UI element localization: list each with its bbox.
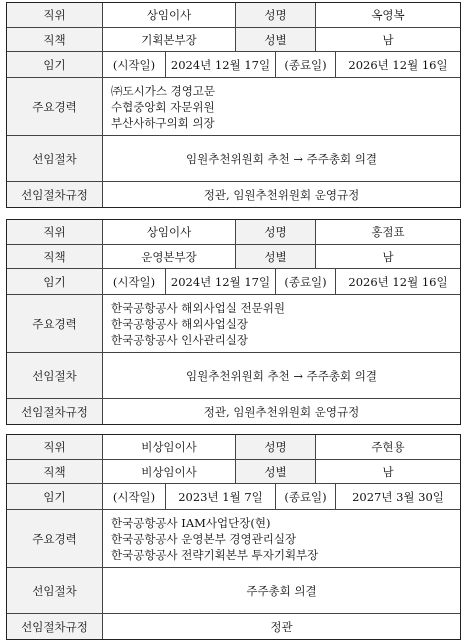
start-label: (시작일) (102, 52, 165, 77)
position-label: 직위 (7, 220, 102, 244)
officer-table-2 (6, 219, 461, 425)
career-list (102, 78, 460, 135)
end-date: 2026년 12월 16일 (335, 269, 460, 294)
career-item: 한국공항공사 전략기획본부 투자기획부장 (111, 547, 319, 562)
officer-table-3 (6, 434, 461, 640)
start-date: 2023년 1월 7일 (165, 484, 275, 509)
rule-value: 정관 (102, 614, 460, 639)
career-list (102, 295, 460, 352)
career-label: 주요경력 (7, 295, 102, 352)
duty-row (7, 244, 460, 268)
rule-value: 정관, 임원추천위원회 운영규정 (102, 182, 460, 207)
name-label: 성명 (235, 435, 315, 459)
end-date: 2026년 12월 16일 (335, 52, 460, 77)
term-label: 임기 (7, 484, 102, 509)
career-row (7, 294, 460, 352)
position-value: 상임이사 (102, 3, 235, 27)
duty-value: 기획본부장 (102, 28, 235, 51)
gender-value: 남 (315, 245, 460, 268)
duty-value: 운영본부장 (102, 245, 235, 268)
procedure-value: 임원추천위원회 추천 → 주주총회 의결 (102, 353, 460, 398)
name-label: 성명 (235, 220, 315, 244)
end-label: (종료일) (275, 52, 335, 77)
rule-label: 선임절차규정 (7, 182, 102, 207)
career-item: 한국공항공사 인사관리실장 (111, 332, 248, 347)
career-item: 부산사하구의회 의장 (111, 115, 215, 130)
career-list (102, 510, 460, 567)
name-value: 옥영복 (315, 3, 460, 27)
procedure-row (7, 135, 460, 181)
term-label: 임기 (7, 269, 102, 294)
rule-row (7, 181, 460, 207)
procedure-label: 선임절차 (7, 353, 102, 398)
career-label: 주요경력 (7, 78, 102, 135)
duty-row (7, 27, 460, 51)
start-label: (시작일) (102, 484, 165, 509)
gender-value: 남 (315, 28, 460, 51)
name-value: 홍점표 (315, 220, 460, 244)
start-label: (시작일) (102, 269, 165, 294)
position-row (7, 220, 460, 244)
position-value: 비상임이사 (102, 435, 235, 459)
rule-value: 정관, 임원추천위원회 운영규정 (102, 399, 460, 424)
term-row (7, 483, 460, 509)
gender-label: 성별 (235, 28, 315, 51)
duty-label: 직책 (7, 460, 102, 483)
name-label: 성명 (235, 3, 315, 27)
end-label: (종료일) (275, 484, 335, 509)
duty-value: 비상임이사 (102, 460, 235, 483)
duty-row (7, 459, 460, 483)
position-row (7, 3, 460, 27)
position-row (7, 435, 460, 459)
procedure-value: 주주총회 의결 (102, 568, 460, 613)
gender-label: 성별 (235, 245, 315, 268)
term-row (7, 268, 460, 294)
duty-label: 직책 (7, 245, 102, 268)
position-value: 상임이사 (102, 220, 235, 244)
career-item: 한국공항공사 IAM사업단장(현) (111, 515, 271, 530)
rule-row (7, 613, 460, 639)
position-label: 직위 (7, 3, 102, 27)
procedure-row (7, 567, 460, 613)
rule-label: 선임절차규정 (7, 614, 102, 639)
rule-label: 선임절차규정 (7, 399, 102, 424)
gender-value: 남 (315, 460, 460, 483)
career-item: 한국공항공사 운영본부 경영관리실장 (111, 531, 297, 546)
rule-row (7, 398, 460, 424)
procedure-label: 선임절차 (7, 568, 102, 613)
career-row (7, 77, 460, 135)
position-label: 직위 (7, 435, 102, 459)
procedure-value: 임원추천위원회 추천 → 주주총회 의결 (102, 136, 460, 181)
name-value: 주현용 (315, 435, 460, 459)
term-row (7, 51, 460, 77)
career-item: ㈜도시가스 경영고문 (111, 83, 216, 98)
duty-label: 직책 (7, 28, 102, 51)
end-label: (종료일) (275, 269, 335, 294)
career-label: 주요경력 (7, 510, 102, 567)
gender-label: 성별 (235, 460, 315, 483)
end-date: 2027년 3월 30일 (335, 484, 460, 509)
career-item: 한국공항공사 해외사업실장 (111, 316, 248, 331)
start-date: 2024년 12월 17일 (165, 52, 275, 77)
procedure-label: 선임절차 (7, 136, 102, 181)
career-row (7, 509, 460, 567)
career-item: 한국공항공사 해외사업실 전문위원 (111, 300, 285, 315)
start-date: 2024년 12월 17일 (165, 269, 275, 294)
procedure-row (7, 352, 460, 398)
officer-table-1 (6, 2, 461, 208)
term-label: 임기 (7, 52, 102, 77)
career-item: 수협중앙회 자문위원 (111, 99, 215, 114)
